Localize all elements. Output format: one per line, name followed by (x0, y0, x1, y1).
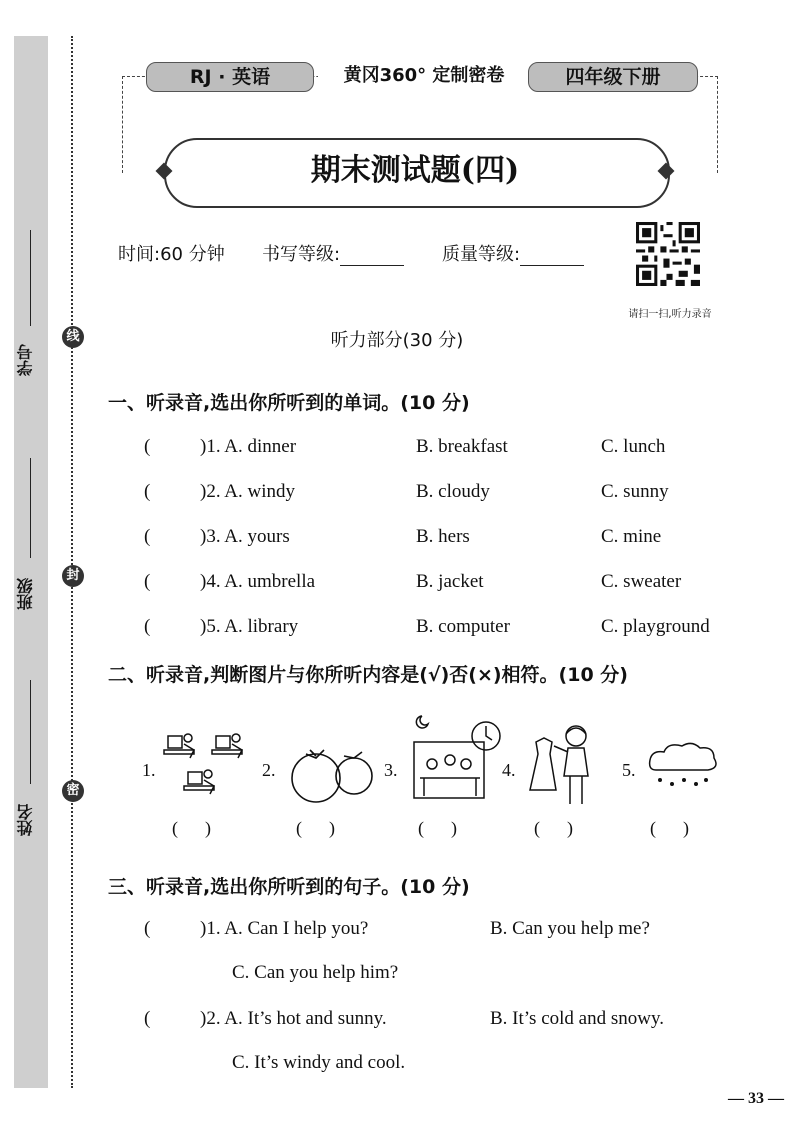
rain-cloud-icon (646, 740, 720, 796)
class-label: 班级 (16, 578, 35, 610)
qr-code-icon[interactable] (636, 222, 700, 286)
series-name: 黄冈360° 定制密卷 (318, 62, 530, 90)
s1-q2-paren[interactable]: ( (144, 481, 151, 502)
page-title: 期末测试题(四) (310, 153, 520, 188)
s1-q4-option-a: )4. A. umbrella (200, 571, 316, 592)
s1-q2-option-a: )2. A. windy (200, 481, 295, 502)
s1-q2-option-b: B. cloudy (416, 481, 490, 502)
s3-q2-paren[interactable]: ( (144, 1008, 151, 1029)
grade-pill: 四年级下册 (528, 62, 698, 92)
pic3-answer[interactable]: ( ) (418, 818, 457, 838)
girl-with-dress-icon (526, 720, 598, 810)
pic4-number: 4. (502, 760, 516, 780)
section1-title: 一、听录音,选出你所听到的单词。(10 分) (108, 392, 470, 414)
writing-grade-label: 书写等级: (262, 244, 341, 265)
s1-q5-option-c: C. playground (601, 616, 710, 637)
quality-grade-blank[interactable] (520, 245, 584, 266)
s3-q2-option-b: B. It’s cold and snowy. (490, 1008, 664, 1029)
s1-q3-option-a: )3. A. yours (200, 526, 290, 547)
tomatoes-icon (284, 738, 376, 808)
seal-mi: 密 (62, 780, 84, 802)
name-label: 姓名 (16, 804, 35, 836)
s1-q3-option-b: B. hers (416, 526, 470, 547)
binding-strip (14, 36, 48, 1088)
writing-grade-blank[interactable] (340, 245, 404, 266)
pic2-answer[interactable]: ( ) (296, 818, 335, 838)
pic5-answer[interactable]: ( ) (650, 818, 689, 838)
quality-grade (442, 240, 584, 266)
time-info: 时间:60 分钟 (118, 244, 225, 265)
seal-feng: 封 (62, 565, 84, 587)
section3-title: 三、听录音,选出你所听到的句子。(10 分) (108, 876, 470, 898)
s1-q3-option-c: C. mine (601, 526, 662, 547)
s3-q2-option-c: C. It’s windy and cool. (232, 1052, 406, 1073)
s3-q1-paren[interactable]: ( (144, 918, 151, 939)
pic1-answer[interactable]: ( ) (172, 818, 211, 838)
pic2-number: 2. (262, 760, 276, 780)
s3-q1-option-b: B. Can you help me? (490, 918, 650, 939)
qr-note: 请扫一扫,听力录音 (628, 309, 712, 320)
s1-q5-paren[interactable]: ( (144, 616, 151, 637)
s3-q1-option-a: )1. A. Can I help you? (200, 918, 369, 939)
s1-q1-paren[interactable]: ( (144, 436, 151, 457)
quality-grade-label: 质量等级: (442, 244, 521, 265)
s3-q2-option-a: )2. A. It’s hot and sunny. (200, 1008, 387, 1029)
s3-q1-option-c: C. Can you help him? (232, 962, 399, 983)
s1-q4-option-b: B. jacket (416, 571, 484, 592)
computer-room-icon (160, 728, 252, 808)
s1-q1-option-a: )1. A. dinner (200, 436, 297, 457)
writing-grade (262, 240, 404, 266)
s1-q2-option-c: C. sunny (601, 481, 669, 502)
subject-pill: RJ · 英语 (146, 62, 314, 92)
s1-q4-paren[interactable]: ( (144, 571, 151, 592)
student-id-line (30, 230, 31, 326)
pic3-number: 3. (384, 760, 398, 780)
s1-q4-option-c: C. sweater (601, 571, 682, 592)
name-line (30, 680, 31, 784)
pic1-number: 1. (142, 760, 156, 780)
family-dinner-icon (408, 712, 504, 808)
s1-q3-paren[interactable]: ( (144, 526, 151, 547)
listening-part-heading: 听力部分(30 分) (330, 330, 464, 351)
pic4-answer[interactable]: ( ) (534, 818, 573, 838)
s1-q5-option-a: )5. A. library (200, 616, 299, 637)
cut-line (71, 36, 73, 1088)
s1-q1-option-b: B. breakfast (416, 436, 508, 457)
student-id-label: 学号 (16, 344, 35, 376)
s1-q1-option-c: C. lunch (601, 436, 666, 457)
class-line (30, 458, 31, 558)
section2-title: 二、听录音,判断图片与你所听内容是(√)否(×)相符。(10 分) (108, 664, 628, 686)
page-number: — 33 — (728, 1090, 784, 1107)
s1-q5-option-b: B. computer (416, 616, 510, 637)
seal-xian: 线 (62, 326, 84, 348)
pic5-number: 5. (622, 760, 636, 780)
